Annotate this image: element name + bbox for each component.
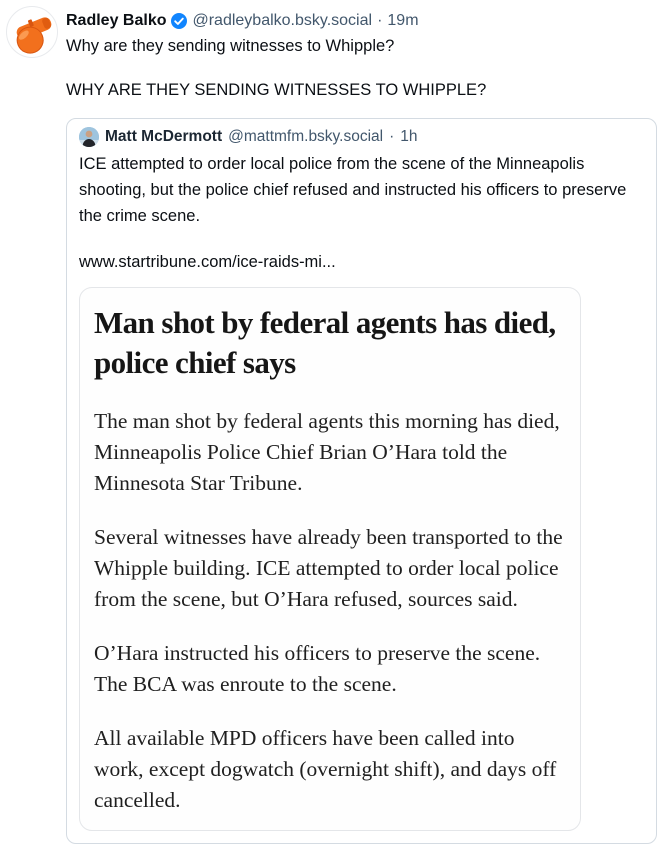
article-headline: Man shot by federal agents has died, police chief says <box>94 305 556 380</box>
quoted-post-timestamp[interactable]: 1h <box>400 128 418 145</box>
author-handle[interactable]: @radleybalko.bsky.social <box>192 12 373 29</box>
author-name[interactable]: Radley Balko <box>66 12 167 29</box>
quoted-post-text: ICE attempted to order local police from the scene of the Minneapolis shooting, but the police chief refused and instructed his officers to preserve the crime scene. <box>79 155 627 225</box>
quoted-author-handle[interactable]: @mattmfm.bsky.social <box>228 128 384 145</box>
header-separator: · <box>377 12 383 29</box>
post-header <box>66 12 658 30</box>
quoted-post-header <box>79 127 644 147</box>
author-avatar[interactable] <box>6 6 58 58</box>
article-paragraph-1: The man shot by federal agents this morning has died, Minneapolis Police Chief Brian O’Hara told the Minnesota Star Tribune. <box>94 409 560 495</box>
quoted-header-separator: · <box>389 128 395 145</box>
article-paragraph-4: All available MPD officers have been called into work, except dogwatch (overnight shift), and days off cancelled. <box>94 726 557 812</box>
post-timestamp[interactable]: 19m <box>387 12 419 29</box>
post-text-line-2: WHY ARE THEY SENDING WITNESSES TO WHIPPLE? <box>66 81 487 99</box>
avatar-column <box>6 6 58 844</box>
quoted-post-link[interactable]: www.startribune.com/ice-raids-mi... <box>79 253 336 271</box>
quoted-post-card[interactable] <box>66 118 657 844</box>
whistle-icon <box>6 6 58 58</box>
article-paragraph-3: O’Hara instructed his officers to preserve the scene. The BCA was enroute to the scene. <box>94 641 541 696</box>
quoted-author-avatar[interactable] <box>79 127 99 147</box>
post-content <box>66 6 658 844</box>
article-paragraph-2: Several witnesses have already been transported to the Whipple building. ICE attempted to order local police from the scene, but O’Hara refused, sources said. <box>94 525 563 611</box>
verified-badge-icon <box>171 13 187 29</box>
post-text-line-1: Why are they sending witnesses to Whipple? <box>66 37 395 55</box>
quoted-author-name[interactable]: Matt McDermott <box>105 128 223 145</box>
person-photo-icon <box>79 127 99 147</box>
article-screenshot-image[interactable] <box>79 287 581 831</box>
